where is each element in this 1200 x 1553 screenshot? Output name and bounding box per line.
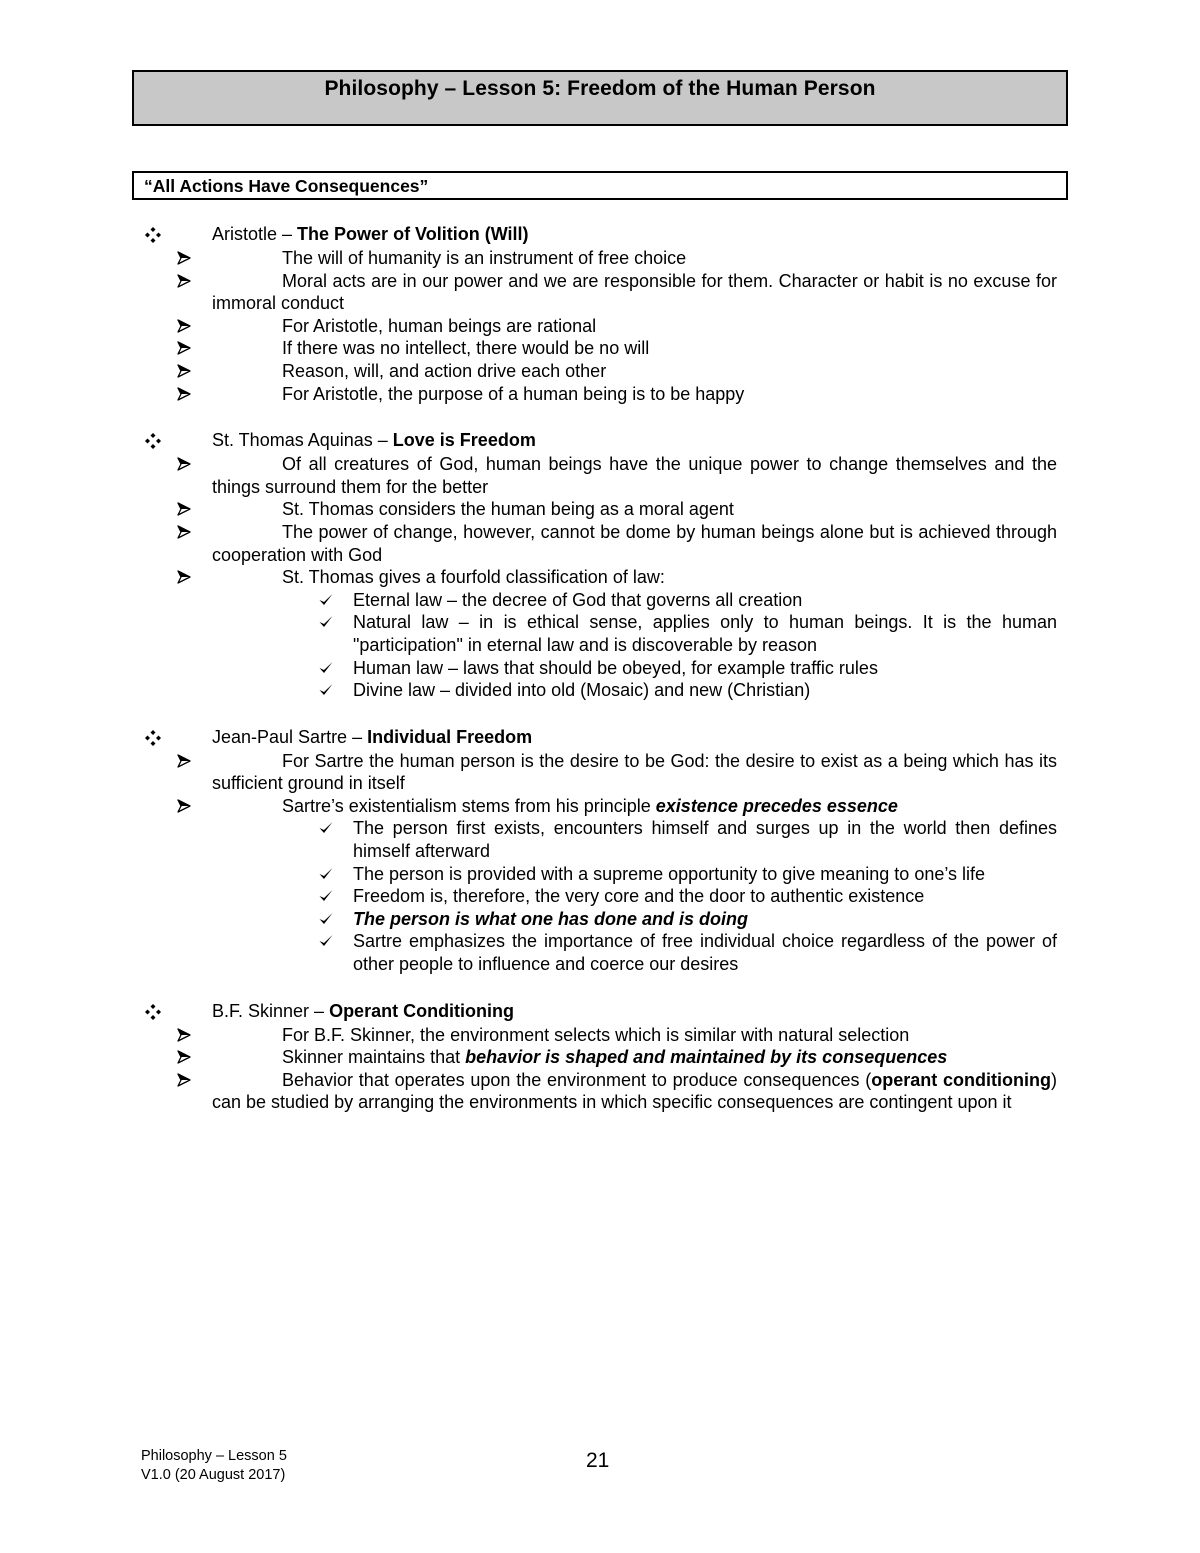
arrow-bullet-icon — [176, 340, 192, 356]
arrow-bullet-icon — [176, 456, 192, 472]
list-item: Skinner maintains that behavior is shaped and maintained by its consequences — [0, 1046, 1057, 1069]
list-item: Behavior that operates upon the environment to produce consequences (operant conditioning) can be studied by arranging the environments in which specific consequences are contingent upon it — [0, 1069, 1057, 1114]
check-item: The person is provided with a supreme opportunity to give meaning to one’s life — [0, 863, 1057, 886]
list-item: For Sartre the human person is the desire to be God: the desire to exist as a being which has its sufficient ground in itself — [0, 750, 1057, 795]
diamond-bullet-icon — [142, 727, 164, 749]
check-item: Natural law – in is ethical sense, applies only to human beings. It is the human "participation" in eternal law and is discoverable by reason — [0, 611, 1057, 656]
diamond-bullet-icon — [142, 430, 164, 452]
footer-info — [141, 1447, 287, 1485]
arrow-bullet-icon — [176, 273, 192, 289]
check-item: Sartre emphasizes the importance of free individual choice regardless of the power of other people to influence and coerce our desires — [0, 930, 1057, 975]
section-sartre — [0, 726, 1200, 976]
list-item: Moral acts are in our power and we are responsible for them. Character or habit is no excuse for immoral conduct — [0, 270, 1057, 315]
checkmark-icon — [318, 911, 334, 926]
list-item: For B.F. Skinner, the environment selects which is similar with natural selection — [0, 1024, 1057, 1047]
checkmark-icon — [318, 660, 334, 675]
arrow-bullet-icon — [176, 1049, 192, 1065]
list-item: Sartre’s existentialism stems from his principle existence precedes essence — [0, 795, 1057, 818]
arrow-bullet-icon — [176, 798, 192, 814]
check-item: The person is what one has done and is doing — [0, 908, 1057, 931]
check-item: Eternal law – the decree of God that governs all creation — [0, 589, 1057, 612]
arrow-bullet-icon — [176, 318, 192, 334]
arrow-bullet-icon — [176, 501, 192, 517]
list-item: If there was no intellect, there would be no will — [0, 337, 1057, 360]
checkmark-icon — [318, 933, 334, 948]
list-item: St. Thomas gives a fourfold classification of law: — [0, 566, 1057, 589]
checkmark-icon — [318, 592, 334, 607]
checkmark-icon — [318, 682, 334, 697]
arrow-bullet-icon — [176, 1072, 192, 1088]
arrow-bullet-icon — [176, 753, 192, 769]
list-item: Of all creatures of God, human beings have the unique power to change themselves and the things surround them for the better — [0, 453, 1057, 498]
arrow-bullet-icon — [176, 363, 192, 379]
list-item: St. Thomas considers the human being as a moral agent — [0, 498, 1057, 521]
checkmark-icon — [318, 820, 334, 835]
checkmark-icon — [318, 866, 334, 881]
checkmark-icon — [318, 888, 334, 903]
section-aquinas — [0, 429, 1200, 702]
subtitle-banner — [132, 171, 1068, 200]
list-item: The will of humanity is an instrument of free choice — [0, 247, 1057, 270]
footer-version: V1.0 (20 August 2017) — [141, 1467, 286, 1483]
checkmark-icon — [318, 614, 334, 629]
list-item: For Aristotle, human beings are rational — [0, 315, 1057, 338]
page-title: Philosophy – Lesson 5: Freedom of the Human Person — [324, 77, 876, 100]
check-item: The person first exists, encounters himself and surges up in the world then defines himself afterward — [0, 817, 1057, 862]
section-skinner — [0, 1000, 1200, 1114]
check-item: Divine law – divided into old (Mosaic) and new (Christian) — [0, 679, 1057, 702]
page-number: 21 — [586, 1449, 610, 1472]
section-aristotle — [0, 223, 1200, 405]
diamond-bullet-icon — [142, 224, 164, 246]
arrow-bullet-icon — [176, 1027, 192, 1043]
section-heading: Jean-Paul Sartre – Individual Freedom — [212, 726, 533, 747]
diamond-bullet-icon — [142, 1001, 164, 1023]
check-item: Human law – laws that should be obeyed, for example traffic rules — [0, 657, 1057, 680]
list-item: For Aristotle, the purpose of a human being is to be happy — [0, 383, 1057, 406]
lesson-content — [0, 223, 1200, 1138]
arrow-bullet-icon — [176, 386, 192, 402]
list-item: Reason, will, and action drive each other — [0, 360, 1057, 383]
list-item: The power of change, however, cannot be dome by human beings alone but is achieved through cooperation with God — [0, 521, 1057, 566]
footer-lesson: Philosophy – Lesson 5 — [141, 1448, 287, 1464]
arrow-bullet-icon — [176, 250, 192, 266]
section-subtitle: “All Actions Have Consequences” — [144, 176, 429, 196]
section-heading: B.F. Skinner – Operant Conditioning — [212, 1000, 515, 1021]
arrow-bullet-icon — [176, 524, 192, 540]
title-banner — [132, 70, 1068, 126]
check-item: Freedom is, therefore, the very core and the door to authentic existence — [0, 885, 1057, 908]
section-heading: Aristotle – The Power of Volition (Will) — [212, 224, 529, 244]
arrow-bullet-icon — [176, 569, 192, 585]
section-heading: St. Thomas Aquinas – Love is Freedom — [212, 430, 536, 451]
